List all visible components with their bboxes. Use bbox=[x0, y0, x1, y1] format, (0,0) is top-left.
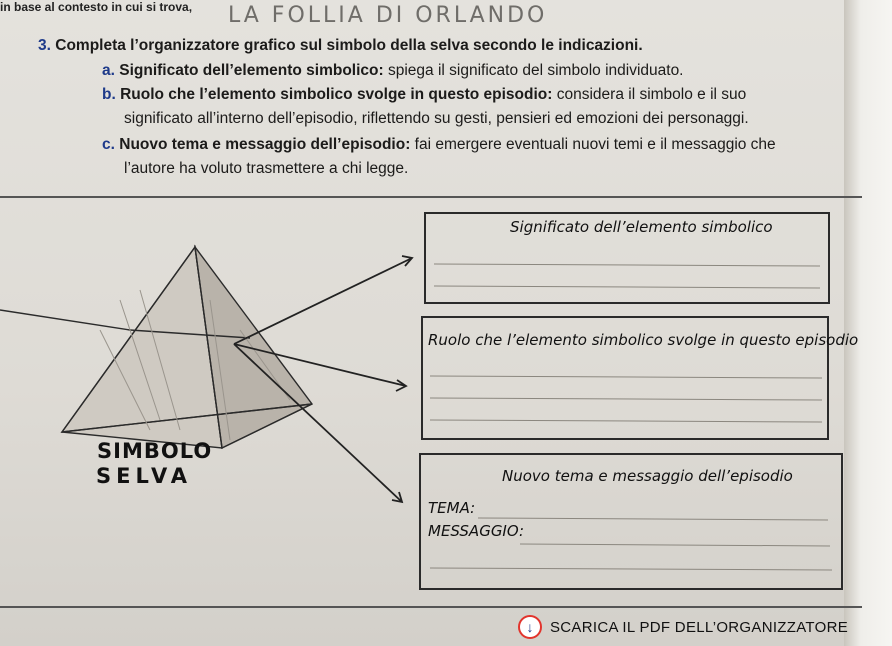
item-text-cont: l’autore ha voluto trasmettere a chi legge. bbox=[124, 160, 409, 177]
role-box-title: Ruolo che l’elemento simbolico svolge in questo episodio bbox=[428, 331, 859, 349]
download-pdf-link[interactable] bbox=[518, 615, 848, 639]
item-text: considera il simbolo e il suo bbox=[552, 86, 747, 103]
item-text: spiega il significato del simbolo individuato. bbox=[383, 62, 684, 79]
symbol-label-line1: SIMBOLO bbox=[97, 439, 213, 463]
download-label[interactable]: SCARICA IL PDF DELL’ORGANIZZATORE bbox=[550, 618, 849, 636]
item-letter: c. bbox=[102, 136, 115, 153]
item-text-cont: significato all’interno dell’episodio, riflettendo su gesti, pensieri ed emozioni dei personaggi. bbox=[124, 110, 749, 127]
item-text: fai emergere eventuali nuovi temi e il messaggio che bbox=[410, 136, 776, 153]
task-title: Completa l’organizzatore grafico sul simbolo della selva secondo le indicazioni. bbox=[55, 37, 643, 54]
tema-label: TEMA: bbox=[428, 499, 476, 517]
meaning-box-title: Significato dell’elemento simbolico bbox=[510, 218, 773, 236]
item-bold: Ruolo che l’elemento simbolico svolge in questo episodio: bbox=[120, 86, 553, 103]
pyramid-icon bbox=[0, 247, 312, 448]
handwritten-title: LA FOLLIA DI ORLANDO bbox=[228, 3, 548, 28]
download-icon[interactable]: ↓ bbox=[518, 615, 542, 639]
item-letter: a. bbox=[102, 62, 115, 79]
cut-text-line: in base al contesto in cui si trova, bbox=[0, 0, 193, 14]
item-letter: b. bbox=[102, 86, 116, 103]
messaggio-label: MESSAGGIO: bbox=[428, 522, 524, 540]
task-number: 3. bbox=[38, 37, 51, 54]
symbol-label-line2: SELVA bbox=[96, 464, 193, 488]
theme-box-title: Nuovo tema e messaggio dell’episodio bbox=[502, 467, 793, 485]
item-bold: Significato dell’elemento simbolico: bbox=[119, 62, 384, 79]
item-bold: Nuovo tema e messaggio dell’episodio: bbox=[119, 136, 411, 153]
